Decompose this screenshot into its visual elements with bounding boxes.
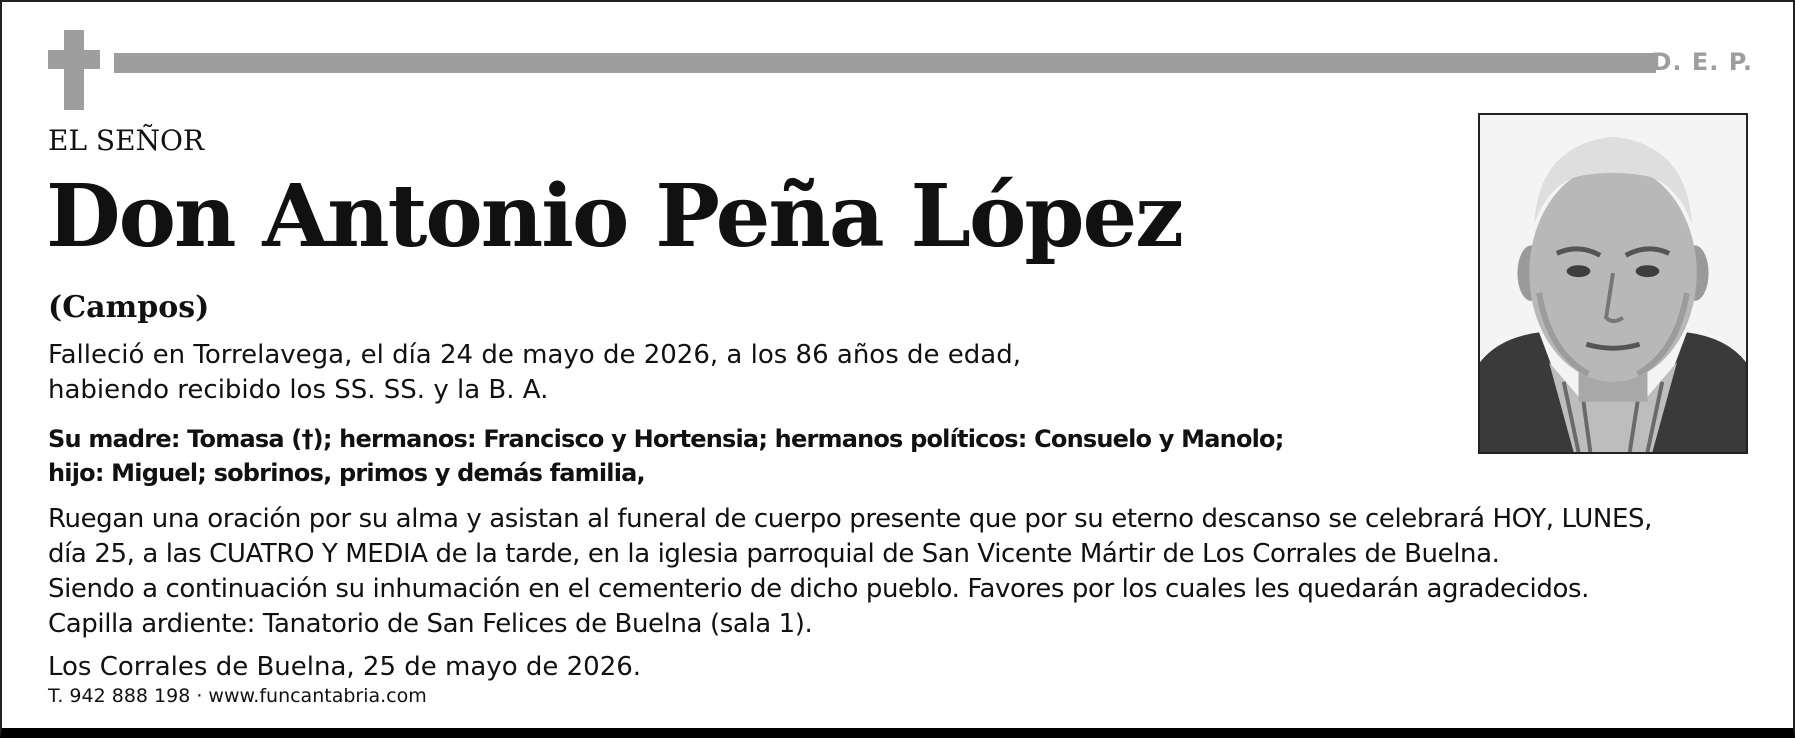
portrait-photo: [1478, 113, 1748, 454]
funeral-line: Ruegan una oración por su alma y asistan al funeral de cuerpo presente que por su eterno descanso se celebrará HOY, LUNES,: [48, 504, 1652, 534]
place-date: Los Corrales de Buelna, 25 de mayo de 2026.: [48, 652, 642, 682]
honorific: EL SEÑOR: [48, 124, 205, 157]
family-line: Su madre: Tomasa (†); hermanos: Francisco y Hortensia; hermanos políticos: Consuelo y Manolo;: [48, 425, 1284, 453]
dep-label: D. E. P.: [1651, 48, 1753, 76]
death-line: habiendo recibido los SS. SS. y la B. A.: [48, 375, 549, 405]
portrait-image: [1480, 115, 1746, 452]
header-rule: [114, 53, 1656, 73]
funeral-line: Siendo a continuación su inhumación en el cementerio de dicho pueblo. Favores por los cuales les quedarán agradecidos.: [48, 574, 1589, 604]
funeral-line: día 25, a las CUATRO Y MEDIA de la tarde, en la iglesia parroquial de San Vicente Mártir de Los Corrales de Buelna.: [48, 539, 1500, 569]
death-line: Falleció en Torrelavega, el día 24 de mayo de 2026, a los 86 años de edad,: [48, 340, 1021, 370]
cross-icon: [48, 30, 100, 110]
family-line: hijo: Miguel; sobrinos, primos y demás familia,: [48, 459, 645, 487]
nickname: (Campos): [48, 290, 210, 325]
funeral-line: Capilla ardiente: Tanatorio de San Felices de Buelna (sala 1).: [48, 609, 813, 639]
funeral-details: [48, 502, 1652, 642]
death-notice: [48, 338, 1021, 408]
deceased-name: Don Antonio Peña López: [46, 166, 1183, 267]
contact-info: T. 942 888 198 · www.funcantabria.com: [48, 685, 427, 707]
family-list: [48, 422, 1284, 490]
